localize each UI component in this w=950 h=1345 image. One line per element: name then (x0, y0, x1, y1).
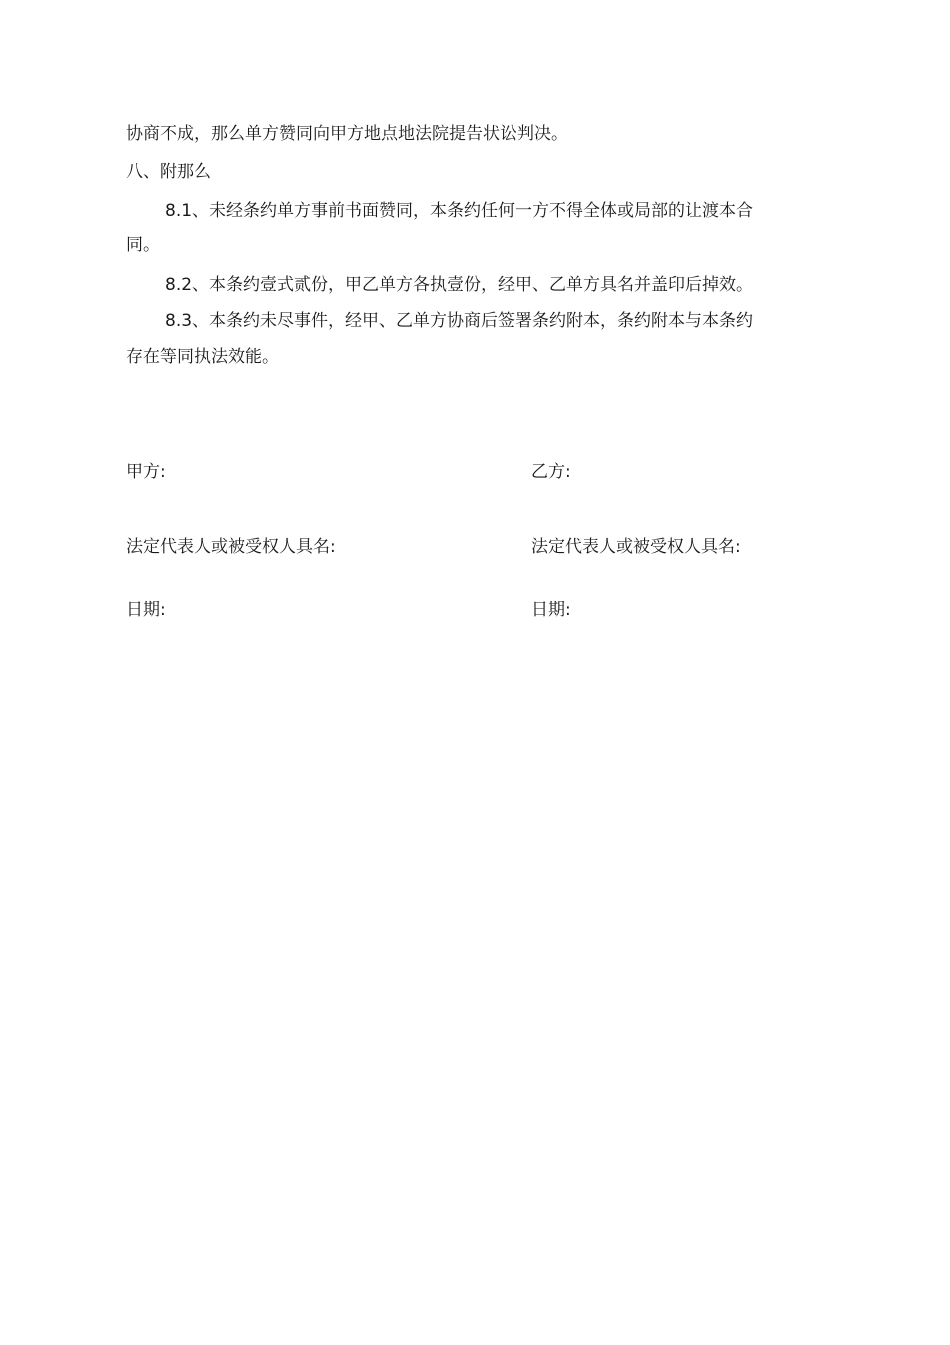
party-a-representative-label: 法定代表人或被受权人具名: (126, 537, 336, 557)
clause-8-1-line-2: 同。 (126, 235, 160, 255)
party-a-date-label: 日期: (126, 600, 166, 620)
party-b-label: 乙方: (531, 462, 571, 482)
clause-8-3-line-2: 存在等同执法效能。 (126, 347, 279, 367)
party-b-representative-label: 法定代表人或被受权人具名: (531, 537, 741, 557)
clause-8-2: 8.2、本条约壹式贰份，甲乙单方各执壹份，经甲、乙单方具名并盖印后掉效。 (165, 275, 754, 295)
clause-8-1-line-1: 8.1、未经条约单方事前书面赞同，本条约任何一方不得全体或局部的让渡本合 (165, 201, 754, 221)
clause-8-3-line-1: 8.3、本条约未尽事件，经甲、乙单方协商后签署条约附本，条约附本与本条约 (165, 311, 754, 331)
paragraph-dispute-clause: 协商不成，那么单方赞同向甲方地点地法院提告状讼判决。 (126, 124, 568, 144)
section-title-supplementary: 八、附那么 (126, 162, 211, 182)
party-b-date-label: 日期: (531, 600, 571, 620)
party-a-label: 甲方: (126, 462, 166, 482)
